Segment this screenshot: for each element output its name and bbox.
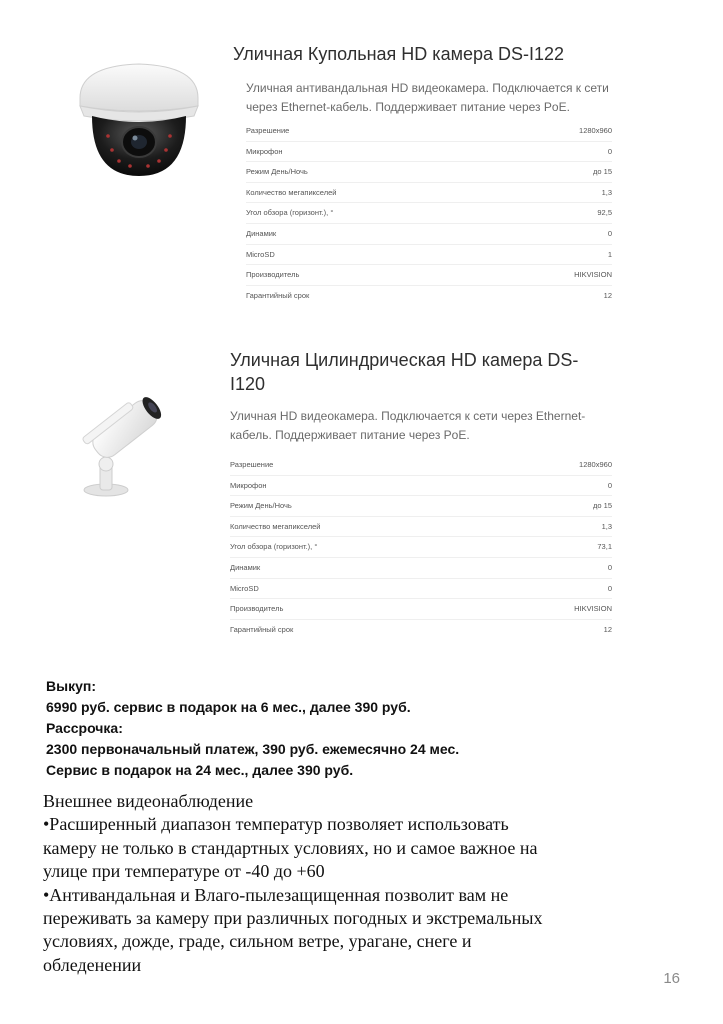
page-number: 16 — [663, 970, 680, 987]
spec-row: Динамик 0 — [246, 224, 612, 245]
dome-camera-icon — [72, 58, 207, 183]
offer-line: 2300 первоначальный платеж, 390 руб. ежемесячно 24 мес. — [46, 741, 460, 757]
body-text — [43, 790, 683, 977]
spec-row: MicroSD 1 — [246, 245, 612, 266]
product-description: Уличная HD видеокамера. Подключается к сети через Ethernet- кабель. Поддерживает питание через PoE. — [230, 409, 586, 442]
product-title: Уличная Купольная HD камера DS-I122 — [233, 44, 565, 64]
spec-row: MicroSD 0 — [230, 579, 612, 600]
spec-table — [246, 121, 612, 306]
spec-row: Гарантийный срок 12 — [230, 624, 612, 634]
spec-row: Производитель HIKVISION — [230, 599, 612, 620]
offer-line: Выкуп: — [46, 678, 96, 694]
offer-line: 6990 руб. сервис в подарок на 6 мес., далее 390 руб. — [46, 699, 411, 715]
product-dome-camera — [0, 0, 723, 320]
offer-line: Сервис в подарок на 24 мес., далее 390 руб. — [46, 762, 354, 778]
spec-row: Угол обзора (горизонт.), ° 73,1 — [230, 537, 612, 558]
body-line: улице при температуре от -40 до +60 — [43, 861, 325, 882]
spec-row: Микрофон 0 — [230, 476, 612, 497]
spec-row: Количество мегапикселей 1,3 — [246, 183, 612, 204]
spec-row: Разрешение 1280x960 — [230, 455, 612, 476]
spec-row: Производитель HIKVISION — [246, 265, 612, 286]
product-bullet-camera — [0, 330, 723, 660]
pricing-offer — [46, 676, 686, 781]
spec-row: Микрофон 0 — [246, 142, 612, 163]
product-description: Уличная антивандальная HD видеокамера. Подключается к сети через Ethernet-кабель. Поддерживает питание через PoE. — [246, 81, 609, 114]
bullet-camera-icon — [78, 378, 168, 498]
body-line: обледенении — [43, 954, 142, 975]
body-line: Внешнее видеонаблюдение — [43, 791, 254, 811]
body-line: условиях, дожде, граде, сильном ветре, урагане, снеге и — [43, 931, 472, 952]
spec-row: Количество мегапикселей 1,3 — [230, 517, 612, 538]
spec-row: Режим День/Ночь до 15 — [230, 496, 612, 517]
offer-line: Рассрочка: — [46, 720, 123, 736]
spec-row: Разрешение 1280x960 — [246, 121, 612, 142]
spec-row: Динамик 0 — [230, 558, 612, 579]
body-line: переживать за камеру при различных погодных и экстремальных — [43, 908, 543, 929]
product-title: Уличная Цилиндрическая HD камера DS- I120 — [230, 350, 579, 394]
body-line: •Антивандальная и Влаго-пылезащищенная позволит вам не — [43, 884, 509, 905]
spec-row: Гарантийный срок 12 — [246, 290, 612, 300]
spec-row: Режим День/Ночь до 15 — [246, 162, 612, 183]
body-line: •Расширенный диапазон температур позволяет использовать — [43, 814, 509, 835]
spec-table — [230, 455, 612, 640]
spec-row: Угол обзора (горизонт.), ° 92,5 — [246, 203, 612, 224]
body-line: камеру не только в стандартных условиях, но и самое важное на — [43, 837, 538, 858]
